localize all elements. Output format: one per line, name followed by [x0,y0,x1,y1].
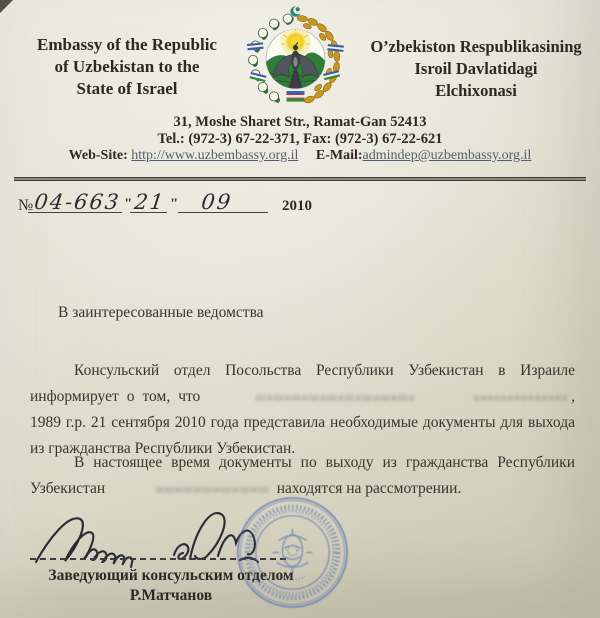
redacted-name-3: ишишишишишиш [156,481,270,496]
ref-month-handwritten: 09 [200,190,234,214]
paragraph-2-text-after: находятся на рассмотрении. [276,480,462,497]
embassy-name-uz-line3: Elchixonasi [435,81,517,100]
embassy-name-en-line2: of Uzbekistan to the [54,57,200,76]
website-label: Web-Site: [68,148,128,163]
telfax-line: Tel.: (972-3) 67-22-371, Fax: (972-3) 67-22-621 [157,131,443,147]
ref-number-sign: № [18,197,34,214]
embassy-name-en-line1: Embassy of the Republic [37,35,217,54]
paragraph-1-text-before: Консульский отдел Посольства Республики Узбекистан в Израиле информирует о том, что [30,362,575,405]
ref-day-handwritten: 21 [133,190,167,214]
ref-number-handwritten: 04-663 [33,190,122,214]
scan-corner-artifact [0,0,13,13]
ref-year: 2010 [282,198,312,214]
salutation: В заинтересованные ведомства [58,304,264,321]
uzbekistan-coat-of-arms-icon [243,2,348,114]
email-address: admindep@uzbembassy.org.il [362,148,532,163]
ref-quote-open: " [124,196,133,212]
ref-number-underline [28,212,122,213]
web-email-line [0,148,600,164]
embassy-name-en-line3: State of Israel [76,79,178,98]
web-email-gap [302,148,313,163]
paragraph-1-text-after: , 1989 г.р. 21 сентября 2010 года представила необходимые документы для выхода из гражданства Республики Узбекистан. [30,388,575,457]
divider-rule [14,177,586,181]
email-label: E-Mail: [315,148,363,163]
embassy-name-uz [363,36,589,102]
body-paragraph-1 [30,358,575,462]
redacted-name-1: шашашашашашашашаша [255,389,416,404]
signer-title: Заведующий консульским отделом [48,567,294,584]
embassy-name-en [16,34,238,100]
ref-quote-close: " [170,196,179,212]
ref-month-underline [178,212,268,213]
embassy-name-uz-line1: O’zbekiston Respublikasining [370,37,582,56]
address-line: 31, Moshe Sharet Str., Ramat-Gan 52413 [173,114,427,130]
signer-name: Р.Матчанов [129,587,213,604]
embassy-name-uz-line2: Isroil Davlatidagi [414,59,538,78]
ref-day-underline [130,212,167,213]
paragraph-2-text-before: В настоящее время документы по выходу из гражданства Республики Узбекистан [30,454,575,497]
signer-block [25,566,317,606]
redacted-name-2: аааааааааааааа [473,389,569,404]
website-url: http://www.uzbembassy.org.il [131,148,299,163]
